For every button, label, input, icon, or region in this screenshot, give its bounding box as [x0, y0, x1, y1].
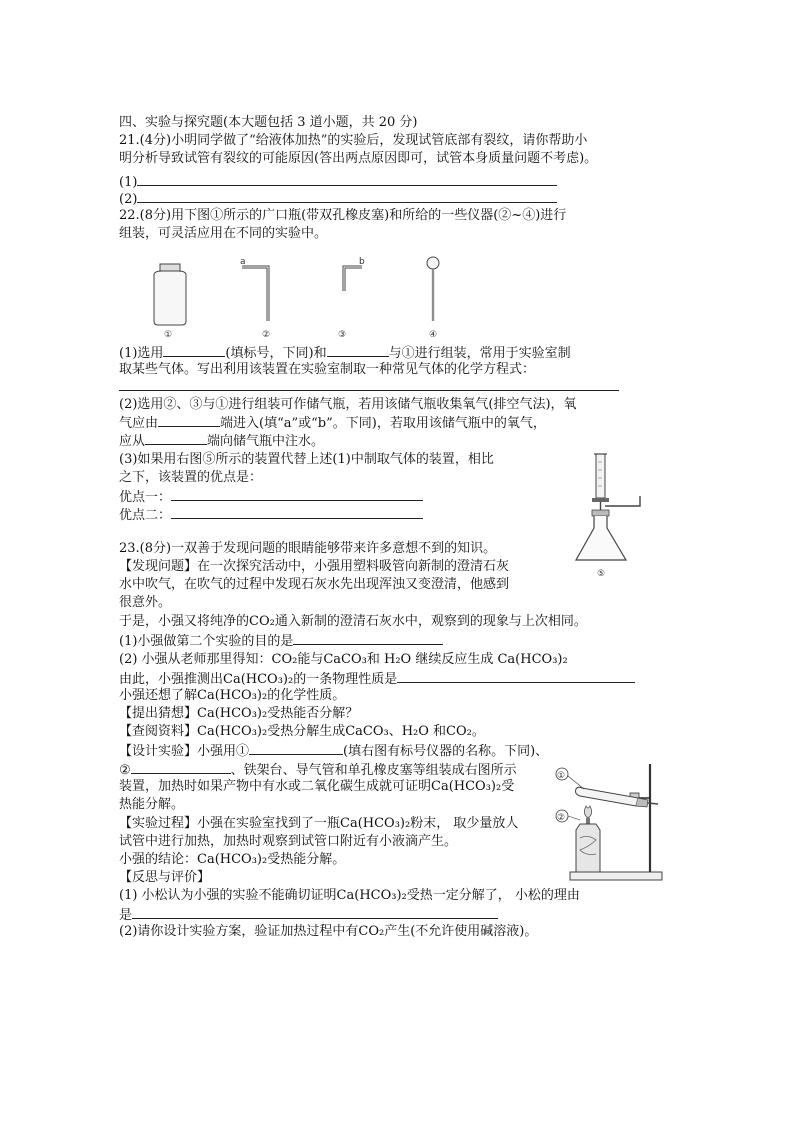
conical-flask-icon — [576, 510, 626, 560]
q23-line1: 23.(8分)一双善于发现问题的眼睛能够带来许多意想不到的知识。 — [119, 541, 497, 556]
section-heading: 四、实验与探究题(本大题包括 3 道小题，共 20 分) — [119, 115, 418, 130]
tube-end-a-label: a — [240, 257, 246, 267]
q21-answer-2 — [119, 189, 557, 209]
q22-apparatus-figure — [140, 255, 460, 345]
q23-design-blank1[interactable] — [249, 741, 343, 755]
q22-p1-blank1[interactable] — [163, 343, 225, 357]
q22-p3-line1: (3)如果用右图⑤所示的装置代替上述(1)中制取气体的装置，相比 — [119, 452, 494, 467]
fig-label-1: ① — [164, 330, 173, 340]
q22-p2-blank2[interactable] — [145, 431, 207, 445]
q23-s2-line1: (2) 小强从老师那里得知：CO₂能与CaCO₃和 H₂O 继续反应生成 Ca(HCO₃)₂ — [119, 652, 568, 667]
q23-heating-apparatus — [552, 758, 670, 886]
q23-design-line2: ② 、铁架台、导气管和单孔橡皮塞等组装成右图所示 — [119, 760, 517, 780]
q21-blank2-label: (2) — [119, 192, 138, 207]
q23-s2-line2: 由此，小强推测出Ca(HCO₃)₂的一条物理性质是 — [119, 669, 635, 689]
test-tube-icon — [576, 787, 659, 807]
q22-line1: 22.(8分)用下图①所示的广口瓶(带双孔橡皮塞)和所给的一些仪器(②~④)进行 — [119, 208, 567, 223]
q22-p2-line1: (2)选用②、③与①进行组装可作储气瓶，若用该储气瓶收集氧气(排空气法)，氧 — [119, 397, 577, 412]
q21-line2: 明分析导致试管有裂纹的可能原因(答出两点原因即可，试管本身质量问题不考虑)。 — [119, 151, 598, 166]
q22-adv2-blank[interactable] — [171, 505, 423, 519]
q23-reference: 【查阅资料】Ca(HCO₃)₂受热分解生成CaCO₃、H₂O 和CO₂。 — [119, 724, 485, 739]
q23-design-line4: 热能分解。 — [119, 797, 185, 812]
q22-p1-line2: 取某些气体。写出利用该装置在实验室制取一种常见气体的化学方程式： — [119, 362, 536, 377]
q23-reflect-1: (1) 小松认为小强的实验不能确切证明Ca(HCO₃)₂受热一定分解了， 小松的理由 — [119, 888, 580, 903]
q23-guess: 【提出猜想】Ca(HCO₃)₂受热能否分解？ — [119, 706, 359, 721]
q23-discover-3: 很意外。 — [119, 595, 172, 610]
long-bent-tube-icon — [240, 257, 268, 321]
q23-s2-blank[interactable] — [397, 669, 635, 683]
fig-label-2: ② — [262, 330, 271, 340]
q23-reflect-blank[interactable] — [132, 905, 498, 919]
q23-design-line3: 装置，加热时如果产物中有水或二氧化碳生成就可证明Ca(HCO₃)₂受 — [119, 779, 515, 794]
q23-reflect-1b: 是 — [119, 905, 498, 925]
tube-end-b-label: b — [359, 257, 365, 267]
q23-s2-line3: 小强还想了解Ca(HCO₃)₂的化学性质。 — [119, 688, 346, 703]
q23-then: 于是，小强又将纯净的CO₂通入新制的澄清石灰水中，观察到的现象与上次相同。 — [119, 614, 587, 629]
alcohol-lamp-icon — [576, 806, 600, 872]
q21-blank1-line[interactable] — [137, 172, 557, 186]
q22-p1-equation-blank[interactable] — [119, 377, 619, 397]
q23-discover-1: 【发现问题】在一次探究活动中，小强用塑料吸管向新制的澄清石灰 — [119, 559, 510, 574]
q21-blank2-line[interactable] — [137, 189, 557, 203]
q22-p1-line1: (1)选用 (填标号，下同)和 与①进行组装，常用于实验室制 — [119, 343, 571, 363]
fig-label-3: ③ — [338, 330, 347, 340]
q22-p1-blank2[interactable] — [327, 343, 389, 357]
q22-p2-blank1[interactable] — [158, 413, 220, 427]
fig-label-4: ④ — [429, 330, 438, 340]
q22-p2-line2: 气应由 端进入(填“a”或“b”。下同)，若取用该储气瓶中的氧气， — [119, 413, 546, 433]
q22-advantage-1: 优点一： — [119, 487, 423, 507]
heating-fig-label-2: ② — [557, 813, 566, 823]
fig5-flask-apparatus — [570, 448, 650, 580]
q22-advantage-2: 优点二： — [119, 505, 423, 525]
side-tube-icon — [605, 496, 640, 506]
q23-s1-blank[interactable] — [293, 631, 443, 645]
q23-reflect-heading: 【反思与评价】 — [119, 870, 211, 885]
long-neck-funnel-icon — [427, 257, 439, 321]
q21-blank1-label: (1) — [119, 175, 138, 190]
q22-p3-line2: 之下，该装置的优点是： — [119, 470, 263, 485]
q23-design-line1: 【设计实验】小强用① (填右图有标号仪器的名称。下同)、 — [119, 741, 548, 761]
q21-line1: 21.(4分)小明同学做了“给液体加热”的实验后，发现试管底部有裂纹，请你帮助小 — [119, 133, 588, 148]
q22-line2: 组装，可灵活应用在不同的实验中。 — [119, 226, 328, 241]
heating-fig-label-1: ① — [557, 771, 566, 781]
q22-p2-line3: 应从 端向储气瓶中注水。 — [119, 431, 324, 451]
q23-process-2: 试管中进行加热，加热时观察到试管口附近有小液滴产生。 — [119, 834, 458, 849]
q23-discover-2: 水中吹气，在吹气的过程中发现石灰水先出现浑浊又变澄清，他感到 — [119, 577, 510, 592]
fig5-label: ⑤ — [597, 569, 606, 579]
short-bent-tube-icon — [344, 257, 365, 291]
q23-process-1: 【实验过程】小强在实验室找到了一瓶Ca(HCO₃)₂粉末， 取少量放人 — [119, 816, 519, 831]
q23-s1: (1)小强做第二个实验的目的是 — [119, 631, 443, 651]
q23-conclusion: 小强的结论：Ca(HCO₃)₂受热能分解。 — [119, 852, 346, 867]
wide-mouth-bottle-icon — [154, 264, 186, 325]
q22-adv1-blank[interactable] — [171, 487, 423, 501]
q23-design-blank2[interactable] — [131, 760, 231, 774]
q23-reflect-2: (2)请你设计实验方案，验证加热过程中有CO₂产生(不允许使用碱溶液)。 — [119, 924, 538, 939]
